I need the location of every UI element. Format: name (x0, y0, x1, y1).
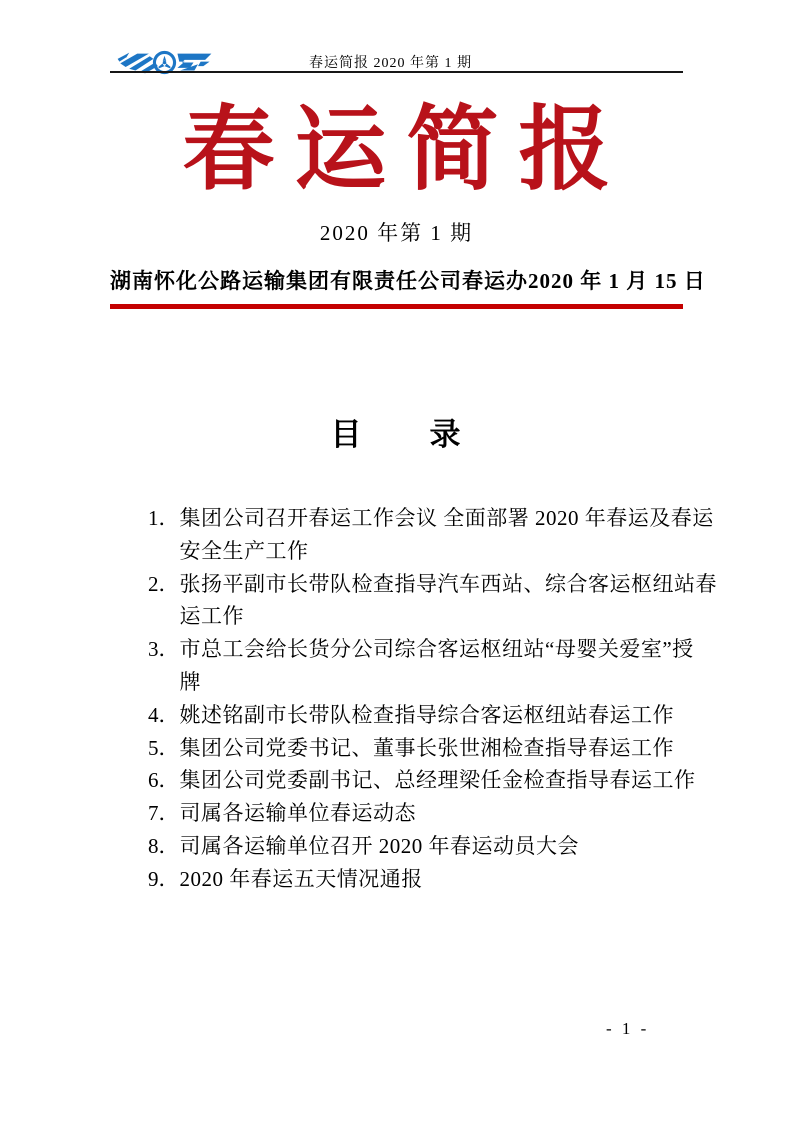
toc-item-text: 市总工会给长货分公司综合客运枢纽站“母婴关爱室”授 牌 (179, 637, 694, 694)
issue-number: 2020 年第 1 期 (319, 221, 474, 245)
toc-item (148, 830, 708, 863)
page-number: - 1 - (606, 1019, 650, 1038)
toc-item-text: 集团公司召开春运工作会议 全面部署 2020 年春运及春运 安全生产工作 (179, 506, 714, 563)
toc-item (148, 699, 708, 732)
publisher-name: 湖南怀化公路运输集团有限责任公司春运办 (110, 269, 528, 293)
toc-item-number: 4． (148, 702, 180, 727)
toc-item-text: 司属各运输单位召开 2020 年春运动员大会 (179, 833, 579, 858)
header-divider (110, 71, 683, 73)
toc-item-number: 1． (148, 506, 180, 530)
publish-date: 2020 年 1 月 15 日 (528, 269, 706, 293)
toc-list (148, 502, 717, 896)
toc-item-number: 9． (148, 866, 180, 891)
toc-item (148, 633, 708, 699)
toc-item (148, 502, 714, 568)
red-divider (110, 304, 683, 309)
toc-item-number: 7． (148, 801, 180, 826)
toc-heading: 目 录 (330, 417, 463, 452)
toc-item-number: 5． (148, 735, 180, 760)
toc-item-number: 2． (148, 571, 180, 596)
toc-item-number: 6． (148, 768, 180, 793)
toc-item (148, 568, 717, 634)
toc-item-number: 3． (148, 637, 180, 662)
toc-item-text: 姚述铭副市长带队检查指导综合客运枢纽站春运工作 (179, 702, 674, 727)
toc-item-text: 司属各运输单位春运动态 (179, 801, 416, 826)
toc-item-text: 集团公司党委书记、董事长张世湘检查指导春运工作 (179, 735, 674, 760)
toc-item (148, 764, 708, 797)
toc-item (148, 732, 708, 765)
toc-item-number: 8． (148, 833, 180, 858)
toc-item-text: 张扬平副市长带队检查指导汽车西站、综合客运枢纽站春 运工作 (179, 571, 717, 629)
header-running-title: 春运简报 2020 年第 1 期 (309, 56, 472, 71)
publisher-row (110, 265, 706, 295)
toc-item (148, 797, 708, 830)
toc-item-text: 集团公司党委副书记、总经理梁任金检查指导春运工作 (179, 768, 696, 793)
toc-item (148, 863, 708, 896)
toc-item-text: 2020 年春运五天情况通报 (179, 866, 423, 891)
bulletin-title: 春运简报 (182, 99, 631, 201)
